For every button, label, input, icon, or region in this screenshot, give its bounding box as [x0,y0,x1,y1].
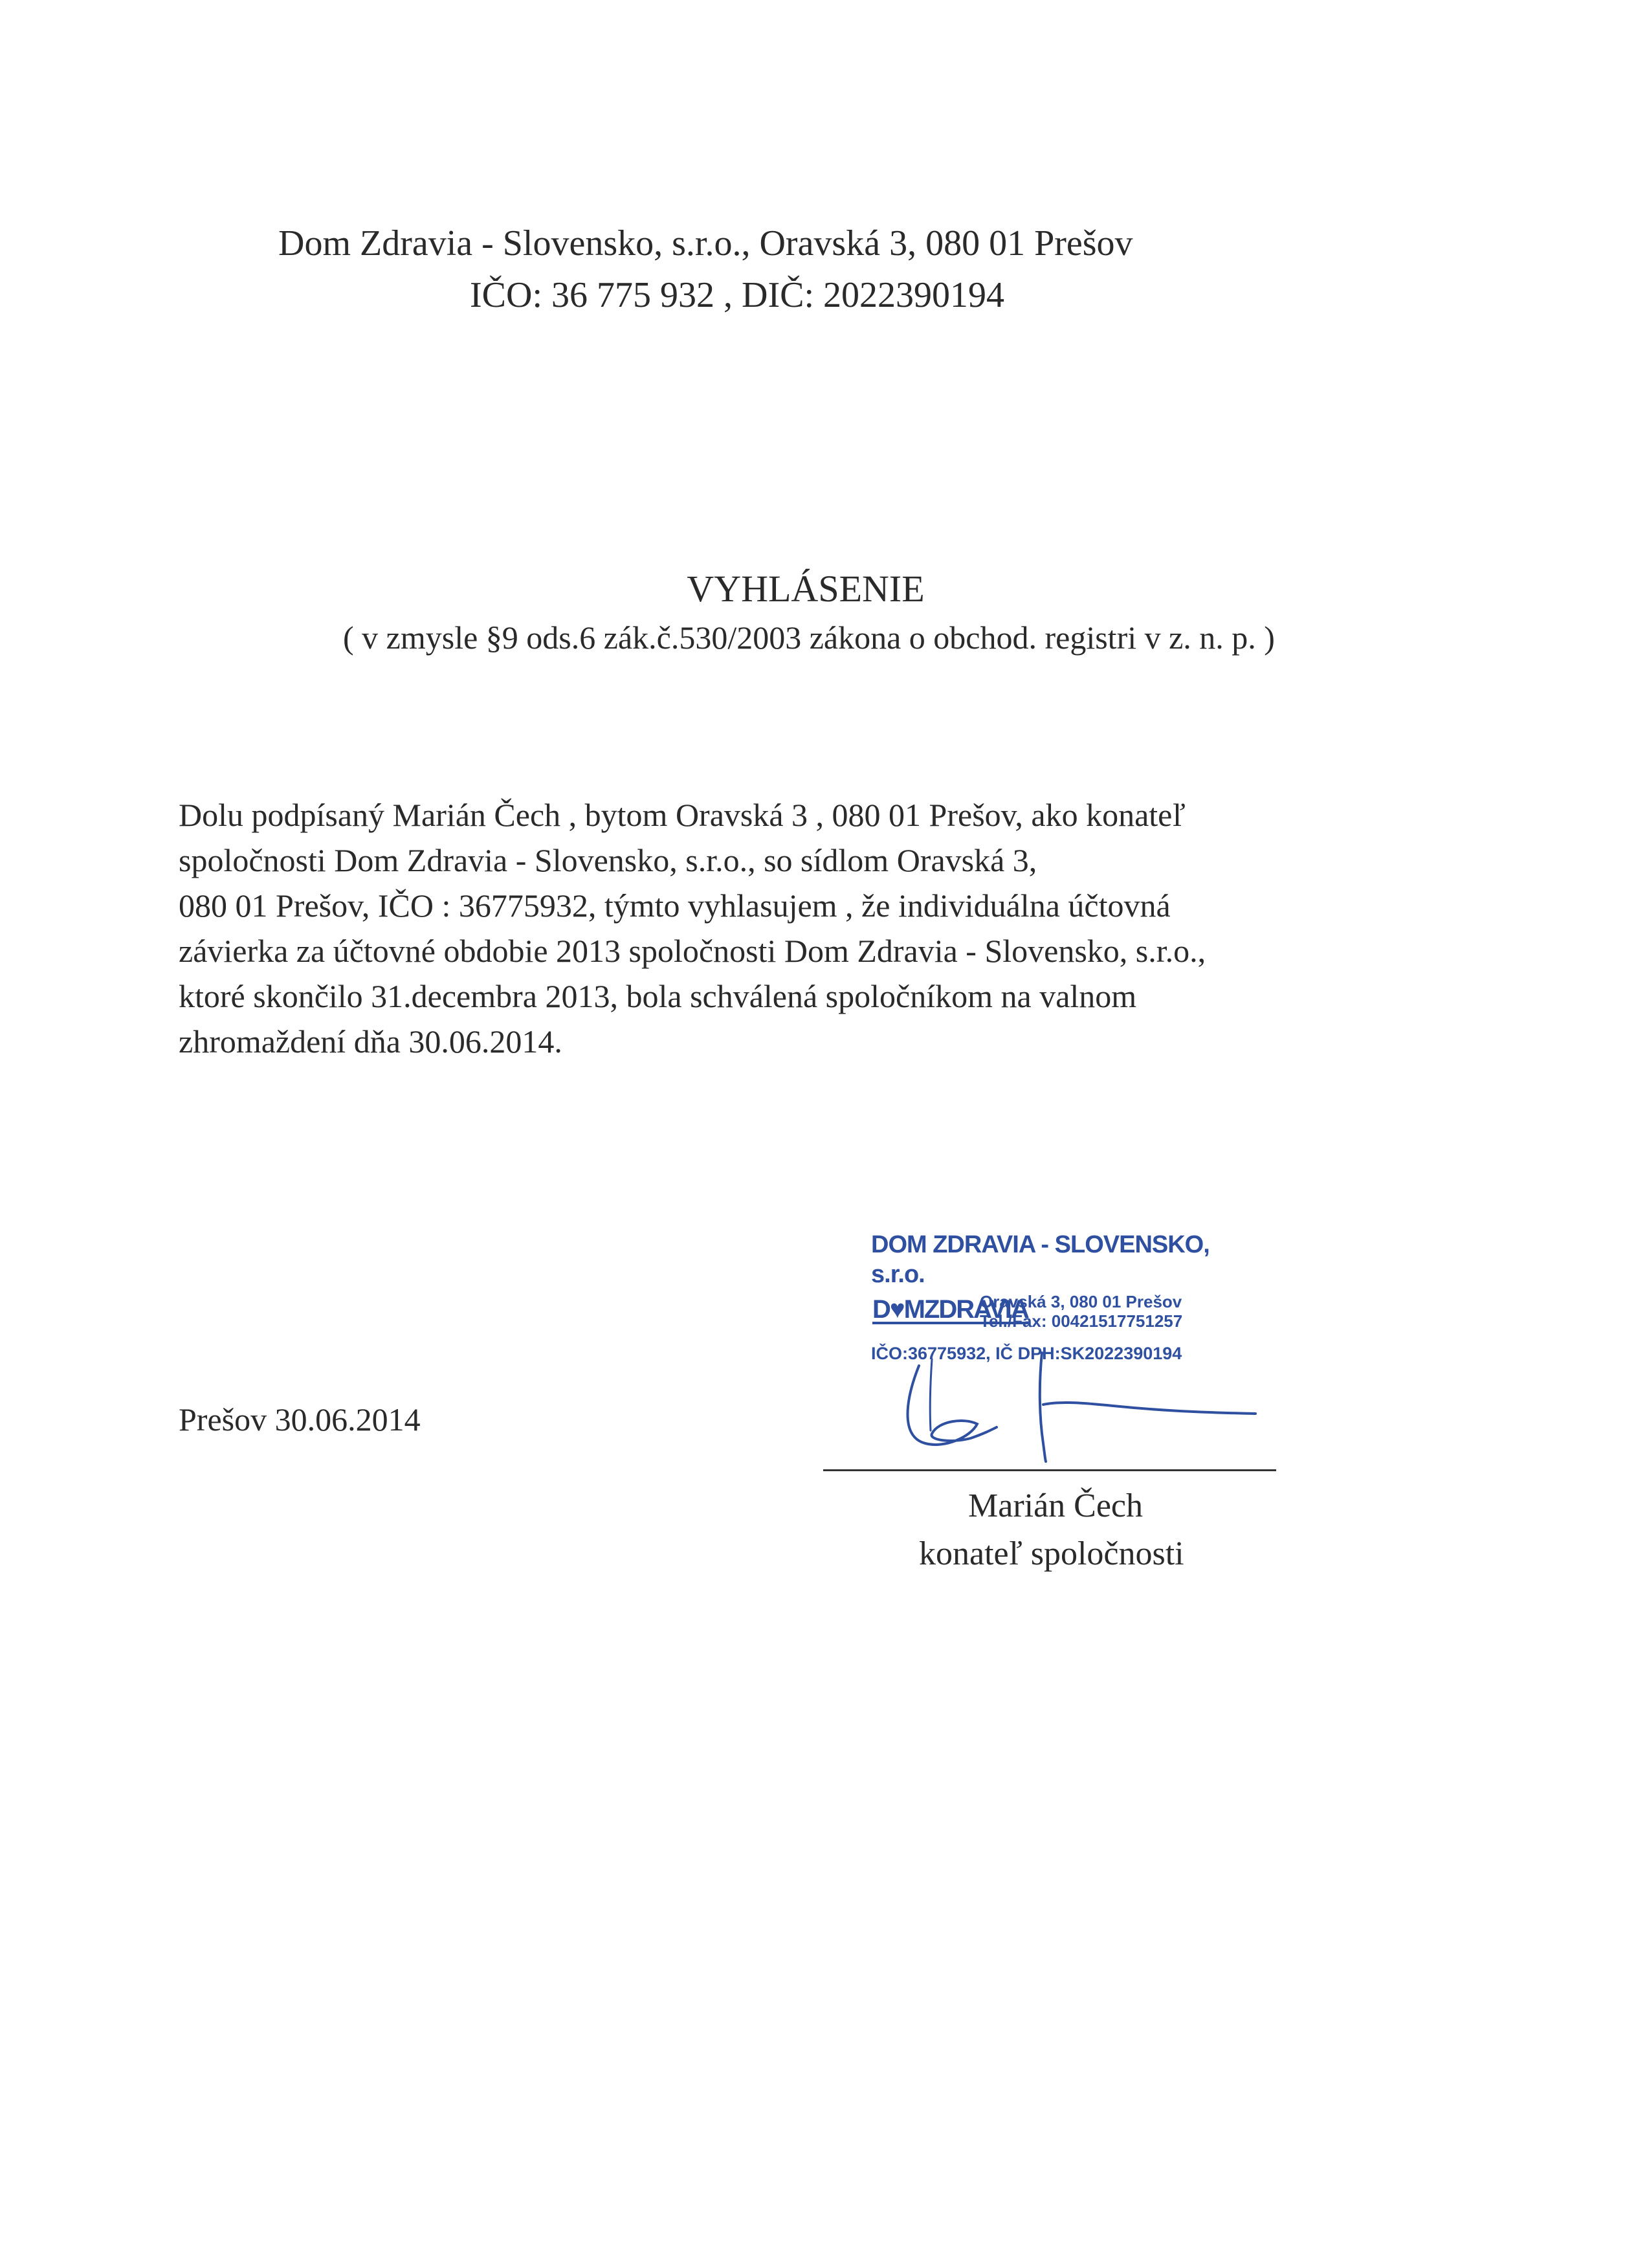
stamp-company-name: DOM ZDRAVIA - SLOVENSKO, s.r.o. [871,1231,1210,1288]
body-line: spoločnosti Dom Zdravia - Slovensko, s.r.o., so sídlom Oravská 3, [179,842,1037,878]
stamp-logo: D♥MZDRAVIA [872,1295,1028,1324]
stamp-ids: IČO:36775932, IČ DPH:SK2022390194 [871,1344,1182,1363]
body-line: zhromaždení dňa 30.06.2014. [179,1023,562,1060]
handwritten-signature [893,1346,1281,1463]
body-line: Dolu podpísaný Marián Čech , bytom Oravská 3 , 080 01 Prešov, ako konateľ [179,797,1186,833]
signer-role: konateľ spoločnosti [919,1535,1184,1572]
letterhead-company-address: Dom Zdravia - Slovensko, s.r.o., Oravská 3, 080 01 Prešov [278,223,1133,263]
signer-name: Marián Čech [968,1487,1144,1524]
stamp-logo-row [871,1289,1233,1341]
body-line: 080 01 Prešov, IČO : 36775932, týmto vyhlasujem , že individuálna účtovná [179,887,1171,924]
stamp-address-block [980,1292,1182,1331]
document-subtitle: ( v zmysle §9 ods.6 zák.č.530/2003 zákona o obchod. registri v z. n. p. ) [343,619,1275,656]
body-line: ktoré skončilo 31.decembra 2013, bola schválená spoločníkom na valnom [179,978,1137,1014]
place-and-date: Prešov 30.06.2014 [179,1401,421,1438]
signature-line [823,1469,1276,1471]
declaration-body [179,792,1395,1064]
letterhead-ids: IČO: 36 775 932 , DIČ: 2022390194 [470,275,1004,315]
stamp-address: Oravská 3, 080 01 Prešov [980,1292,1182,1311]
body-line: závierka za účtovné obdobie 2013 spoločnosti Dom Zdravia - Slovensko, s.r.o., [179,933,1206,969]
company-stamp [871,1230,1233,1364]
document-title-block [188,563,1417,660]
stamp-telfax: Tel./Fax: 00421517751257 [980,1311,1183,1331]
signer-block [919,1482,1243,1578]
document-title: VYHLÁSENIE [687,568,925,610]
letterhead [278,217,1378,321]
